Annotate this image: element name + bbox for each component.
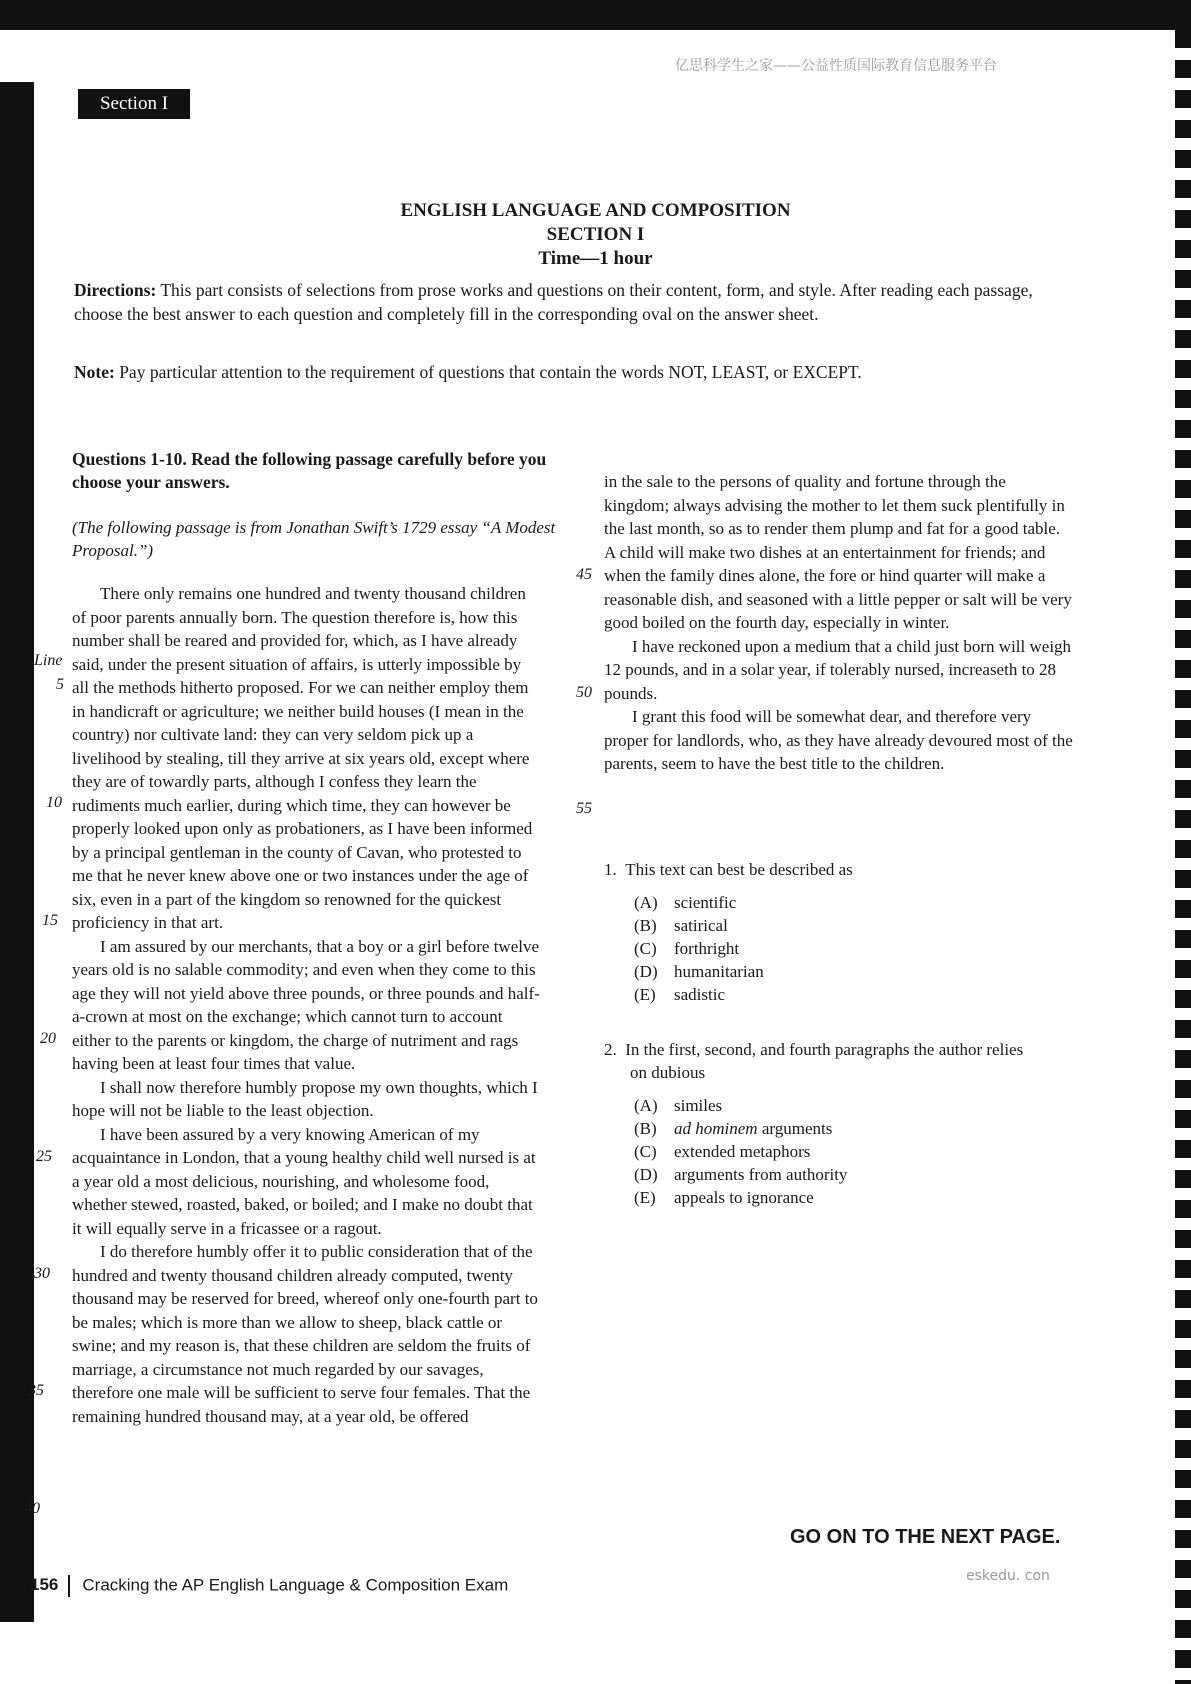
answer-option-a[interactable]: (A) scientific: [634, 893, 737, 912]
site-watermark: eskedu. con: [966, 1568, 1050, 1584]
binding-edge: [1175, 30, 1191, 1684]
line-number: 35: [28, 1382, 44, 1399]
source-note: (The following passage is from Jonathan Swift’s 1729 essay “A Modest Proposal.”): [72, 518, 556, 560]
questions-heading: Questions 1-10. Read the following passage carefully before you choose your answers.: [72, 449, 547, 492]
passage-right-column: [604, 470, 1074, 776]
line-number: 30: [34, 1265, 50, 1282]
question-stem: This text can best be described as: [625, 860, 853, 879]
line-number: Line: [34, 652, 63, 669]
question-stem: In the first, second, and fourth paragraphs the author relies on dubious: [625, 1040, 1024, 1082]
line-number: 40: [24, 1500, 40, 1517]
section-tab: Section I: [78, 89, 190, 119]
answer-option-d[interactable]: (D) humanitarian: [634, 962, 764, 981]
line-number: 10: [46, 794, 62, 811]
line-number: 55: [576, 800, 592, 817]
note: [74, 362, 1074, 383]
line-number: 15: [42, 912, 58, 929]
note-text: Pay particular attention to the requirement of questions that contain the words NOT, LEAST, or EXCEPT.: [114, 362, 862, 382]
answer-option-b[interactable]: (B) satirical: [634, 916, 728, 935]
passage-left-column: [72, 582, 542, 1428]
line-number: 20: [40, 1030, 56, 1047]
directions-text: This part consists of selections from prose works and questions on their content, form, and style. After reading each passage, choose the best answer to each question and completely fill in the corresponding oval on the answer sheet.: [74, 280, 1033, 324]
answer-option-b[interactable]: (B) ad hominem arguments: [634, 1119, 833, 1138]
line-number: 45: [576, 566, 592, 583]
page-footer: [30, 1575, 508, 1597]
line-number: 50: [576, 684, 592, 701]
answer-option-d[interactable]: (D) arguments from authority: [634, 1165, 848, 1184]
passage-paragraph: I do therefore humbly offer it to public consideration that of the hundred and twenty thousand children already computed, twenty thousand may be reserved for breed, whereof only one-fourth part to be males; which is more than we allow to sheep, black cattle or swine; and my reason is, that these children are seldom the fruits of marriage, a circumstance not much regarded by our savages, therefore one male will be sufficient to serve four females. That the remaining hundred thousand may, at a year old, be offered: [72, 1242, 538, 1426]
page-number: 156: [30, 1575, 59, 1595]
question-2: [604, 1038, 1044, 1209]
passage-paragraph: I have been assured by a very knowing American of my acquaintance in London, that a young healthy child well nursed is at a year old a most delicious, nourishing, and wholesome food, whether stewed, roasted, baked, or boiled; and I make no doubt that it will equally serve in a fricassee or a ragout.: [72, 1124, 536, 1238]
answer-option-e[interactable]: (E) appeals to ignorance: [634, 1188, 814, 1207]
passage-paragraph: There only remains one hundred and twenty thousand children of poor parents annually born. The question therefore is, how this number shall be reared and provided for, which, as I have already said, under the present situation of affairs, is utterly impossible by all the methods hitherto proposed. For we can neither employ them in handicraft or agriculture; we neither build houses (I mean in the country) nor cultivate land: they can very seldom pick up a livelihood by stealing, till they arrive at six years old, except where they are of towardly parts, although I confess they learn the rudiments much earlier, during which time, they can however be properly looked upon only as probationers, as I have been informed by a principal gentleman in the county of Cavan, who protested to me that he never knew above one or two instances under the age of six, even in a part of the kingdom so renowned for the quickest proficiency in that art.: [72, 584, 533, 932]
passage-paragraph: I shall now therefore humbly propose my own thoughts, which I hope will not be liable to the least objection.: [72, 1077, 538, 1120]
footer-divider: [68, 1575, 70, 1597]
directions: [74, 278, 1074, 326]
passage-paragraph: I have reckoned upon a medium that a child just born will weigh 12 pounds, and in a solar year, if tolerably nursed, increaseth to 28 pounds.: [604, 636, 1072, 703]
page-title: ENGLISH LANGUAGE AND COMPOSITION: [400, 200, 791, 221]
book-title: Cracking the AP English Language & Composition Exam: [82, 1575, 509, 1595]
watermark: 亿思科学生之家——公益性质国际教育信息服务平台: [675, 58, 997, 74]
line-number: 5: [56, 676, 64, 693]
question-1: [604, 858, 1074, 1006]
answer-option-c[interactable]: (C) extended metaphors: [634, 1142, 811, 1161]
section-heading: SECTION I: [546, 224, 645, 245]
answer-option-c[interactable]: (C) forthright: [634, 939, 740, 958]
answer-option-a[interactable]: (A) similes: [634, 1096, 723, 1115]
top-border: [0, 0, 1191, 30]
question-number: 1.: [604, 860, 617, 879]
answer-option-e[interactable]: (E) sadistic: [634, 985, 725, 1004]
directions-label: Directions:: [74, 280, 157, 300]
note-label: Note:: [74, 362, 115, 382]
line-number: 25: [36, 1148, 52, 1165]
question-number: 2.: [604, 1040, 617, 1059]
time-limit: Time—1 hour: [538, 248, 653, 269]
passage-paragraph: I am assured by our merchants, that a boy or a girl before twelve years old is no salable commodity; and even when they come to this age they will not yield above three pounds, or three pounds and half-a-crown at most on the exchange; which cannot turn to account either to the parents or kingdom, the charge of nutriment and rags having been at least four times that value.: [72, 936, 540, 1073]
passage-paragraph: in the sale to the persons of quality and fortune through the kingdom; always advising the mother to let them suck plentifully in the last month, so as to render them plump and fat for a good table. A child will make two dishes at an entertainment for friends; and when the family dines alone, the fore or hind quarter will make a reasonable dish, and seasoned with a little pepper or salt will be very good boiled on the fourth day, especially in winter.: [604, 472, 1072, 632]
passage-paragraph: I grant this food will be somewhat dear, and therefore very proper for landlords, who, as they have already devoured most of the parents, seem to have the best title to the children.: [604, 707, 1073, 773]
go-on-notice: GO ON TO THE NEXT PAGE.: [790, 1526, 1061, 1548]
